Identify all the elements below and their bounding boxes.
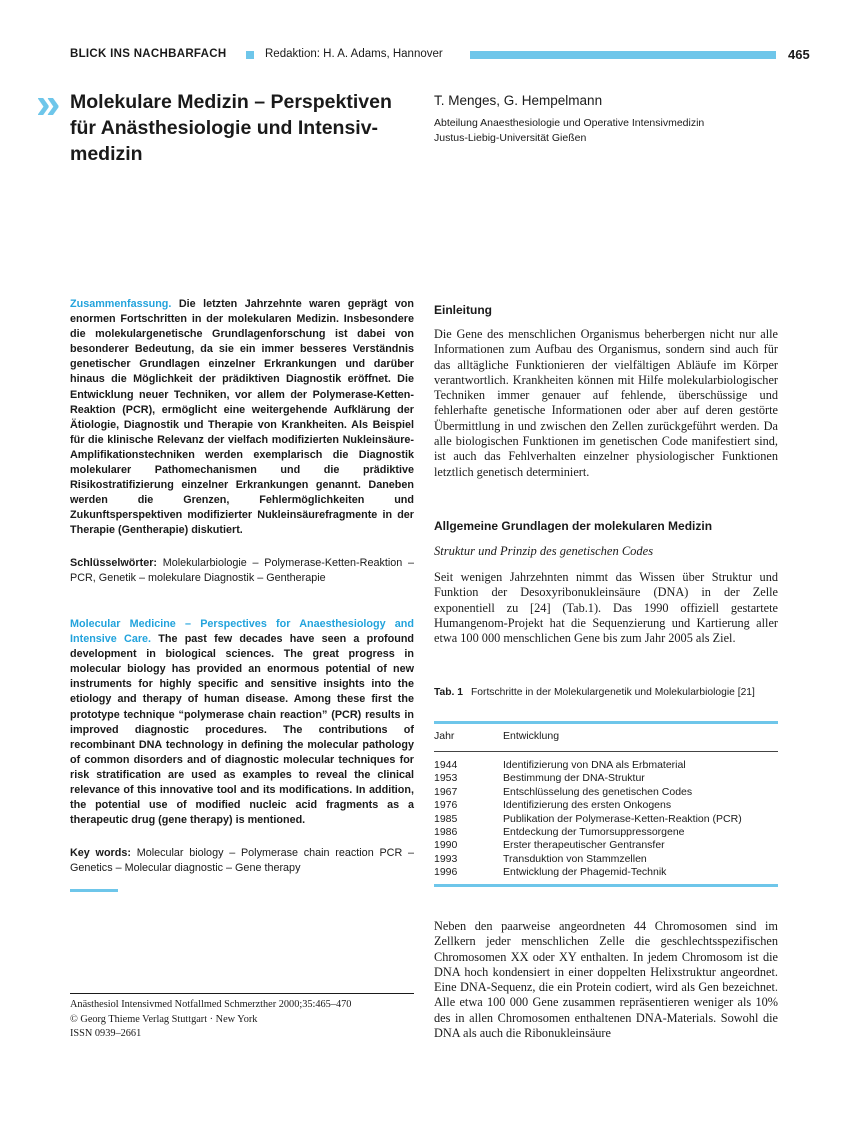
- abstract-english-text: The past few decades have seen a profound development in biological sciences. The great progress in molecular biology has provided an enormous potential of new instruments for highly specific and sensitive insights into the etiology and therapy of human disease. Among these first the prototype technique “polymerase chain reaction” (PCR) results in improved diagnostic procedures. The contributions of recombinant DNA technology in defining the molecular pathology of common disorders and of diagnostic molecular techniques for risk stratification are used as examples to reveal the clinical relevance of this innovative tool and its modifications. In addition, the potential use of modified nucleic acid fragments as a therapeutic drug (gene therapy) is mentioned.: [70, 633, 415, 827]
- table-cell-year: 1967: [434, 785, 458, 798]
- abstract-english: [70, 617, 414, 828]
- table-caption-text: Fortschritte in der Molekulargenetik und Molekularbiologie [21]: [471, 687, 755, 698]
- subsection-heading: Struktur und Prinzip des genetischen Codes: [434, 544, 654, 558]
- table-bottom-rule: [434, 884, 778, 887]
- table-cell-year: 1953: [434, 772, 458, 785]
- keywords-german: [70, 556, 414, 586]
- table-header-rule: [434, 751, 778, 752]
- keywords-english: [70, 846, 414, 876]
- table-label: Tab. 1: [434, 687, 463, 698]
- chromosome-paragraph: Neben den paarweise angeordneten 44 Chromosomen sind im Zellkern jeder menschlichen Zelle die geschlechtsspezifischen Chromosomen XX oder XY enthalten. In jedem Chromosom ist die DNA hoch kondensiert in einer doppelten Helixstruktur angeordnet. Eine DNA-Sequenz, die ein Protein codiert, wird als Gen bezeichnet. Alle etwa 100 000 Gene zusammen repräsentieren weniger als 10% des in allen Chromosomen enthaltenen DNA-Materials. Sowohl die DNA als auch die Ribonukleinsäure: [434, 919, 778, 1041]
- table-cell-year: 1996: [434, 866, 458, 879]
- table-header-year: Jahr: [434, 730, 455, 742]
- table-cell-development: Entwicklung der Phagemid-Technik: [503, 866, 667, 879]
- abstract-german-text: Die letzten Jahrzehnte waren geprägt von enormen Fortschritten in der molekularen Medizin. Insbesondere die molekulargenetische Grundlagenforschung ist dabei von besonderer Bedeutung, da sie ein immer besseres Verständnis genetischer Grundlagen einzelner Erkrankungen und darüber hinaus die Möglichkeit der prädiktiven Diagnostik eröffnet. Die Entwicklung neuer Techniken, vor allem der Polymerase-Ketten-Reaktion (PCR), ermöglicht eine weitergehende Aufklärung der Ätiologie, Diagnostik und Therapie von Krankheiten. Als Beispiel für die klinische Relevanz der vielfach modifizierten Nukleinsäure-Amplifikationstechniken werden exemplarisch die Diagnostik molekularer Pathomechanismen und die prädiktive Risikostratifizierung einzelner Erkrankungen genannt. Daneben werden die Grenzen, Fehlermöglichkeiten und Zukunftsperspektiven modifizierter Nukleinsäurefragmente in der Therapie (Gentherapie) diskutiert.: [70, 298, 414, 537]
- citation-footer: Anästhesiol Intensivmed Notfallmed Schmerzther 2000;35:465–470 © Georg Thieme Verlag Stuttgart · New York ISSN 0939–2661: [70, 999, 352, 1039]
- abstract-english-lead: Molecular Medicine – Perspectives for Anaesthesiology and Intensive Care.: [70, 618, 414, 646]
- table-row: [434, 839, 778, 852]
- keywords-german-label: Schlüsselwörter:: [70, 557, 158, 569]
- table-row: [434, 826, 778, 839]
- table-cell-development: Erster therapeutischer Gentransfer: [503, 839, 665, 852]
- table-cell-year: 1986: [434, 826, 458, 839]
- table-row: [434, 759, 778, 772]
- editor-credit: Redaktion: H. A. Adams, Hannover: [265, 48, 443, 60]
- table-row: [434, 866, 778, 879]
- table-body: [434, 759, 778, 880]
- intro-heading: Einleitung: [434, 303, 492, 317]
- header-square-marker: [246, 51, 254, 59]
- table-row: [434, 853, 778, 866]
- header-color-bar: [470, 51, 776, 59]
- table-cell-year: 1993: [434, 852, 458, 865]
- keywords-english-label: Key words:: [70, 847, 131, 859]
- table-cell-development: Publikation der Polymerase-Ketten-Reaktion (PCR): [503, 812, 742, 825]
- table-cell-development: Entschlüsselung des genetischen Codes: [503, 785, 693, 798]
- table-row: [434, 799, 778, 812]
- table-cell-development: Bestimmung der DNA-Struktur: [503, 772, 645, 785]
- table-row: [434, 772, 778, 785]
- table-header-development: Entwicklung: [503, 730, 560, 742]
- intro-paragraph: Die Gene des menschlichen Organismus beherbergen nicht nur alle Informationen zum Aufbau des Organismus, sondern sind auch für das alltägliche Funktionieren der vielfältigen Abläufe im Körper verantwortlich. Krankheiten können mit Hilfe molekularbiologischer Techniken immer genauer auf fehlende, überschüssige und fehlerhafte genetische Informationen oder aber auf deren gestörte Übermittlung in und zwischen den Zellen zurückgeführt werden. Da alle biologischen Funktionen im genetischen Code manifestiert sind, ist auch das Fehlverhalten einzelner physiologischer Funktionen letztlich genetisch determiniert.: [434, 327, 778, 479]
- table-cell-development: Transduktion von Stammzellen: [503, 852, 647, 865]
- section-heading: Allgemeine Grundlagen der molekularen Medizin: [434, 519, 713, 533]
- section-paragraph: Seit wenigen Jahrzehnten nimmt das Wissen über Struktur und Funktion der Desoxyribonukleinsäure (DNA) in der Zelle exponentiell zu [24] (Tab.1). Das 1990 offiziell gestartete Humangenom-Projekt hat die Sequenzierung und Kartierung aller etwa 100 000 menschlichen Gene bis zum Jahr 2005 als Ziel.: [434, 570, 778, 646]
- keywords-english-text: Molecular biology – Polymerase chain reaction PCR – Genetics – Molecular diagnostic – Gene therapy: [70, 847, 414, 875]
- table-cell-year: 1985: [434, 812, 458, 825]
- author-affiliation: Abteilung Anaesthesiologie und Operative Intensivmedizin Justus-Liebig-Universität Gießen: [434, 117, 705, 144]
- page-number: 465: [788, 47, 810, 62]
- table-cell-development: Entdeckung der Tumorsuppressorgene: [503, 826, 685, 839]
- article-authors: T. Menges, G. Hempelmann: [434, 93, 603, 108]
- table-cell-development: Identifizierung des ersten Onkogens: [503, 799, 672, 812]
- table-cell-year: 1944: [434, 759, 458, 771]
- table-top-rule: [434, 721, 778, 724]
- abstract-end-rule: [70, 889, 118, 892]
- section-label: BLICK INS NACHBARFACH: [70, 48, 227, 60]
- abstract-german-lead: Zusammenfassung.: [70, 298, 172, 310]
- footer-divider: [70, 993, 414, 994]
- table-row: [434, 813, 778, 826]
- keywords-german-text: Molekularbiologie – Polymerase-Ketten-Reaktion – PCR, Genetik – molekulare Diagnostik – Gentherapie: [70, 557, 414, 585]
- table-cell-development: Identifizierung von DNA als Erbmaterial: [503, 759, 686, 771]
- table-cell-year: 1990: [434, 839, 458, 852]
- article-title: Molekulare Medizin – Perspektiven für Anästhesiologie und Intensiv-medizin: [70, 91, 392, 165]
- table-caption: [434, 686, 778, 700]
- quote-icon: »: [36, 79, 55, 128]
- table-cell-year: 1976: [434, 799, 458, 812]
- table-row: [434, 786, 778, 799]
- abstract-german: [70, 297, 414, 539]
